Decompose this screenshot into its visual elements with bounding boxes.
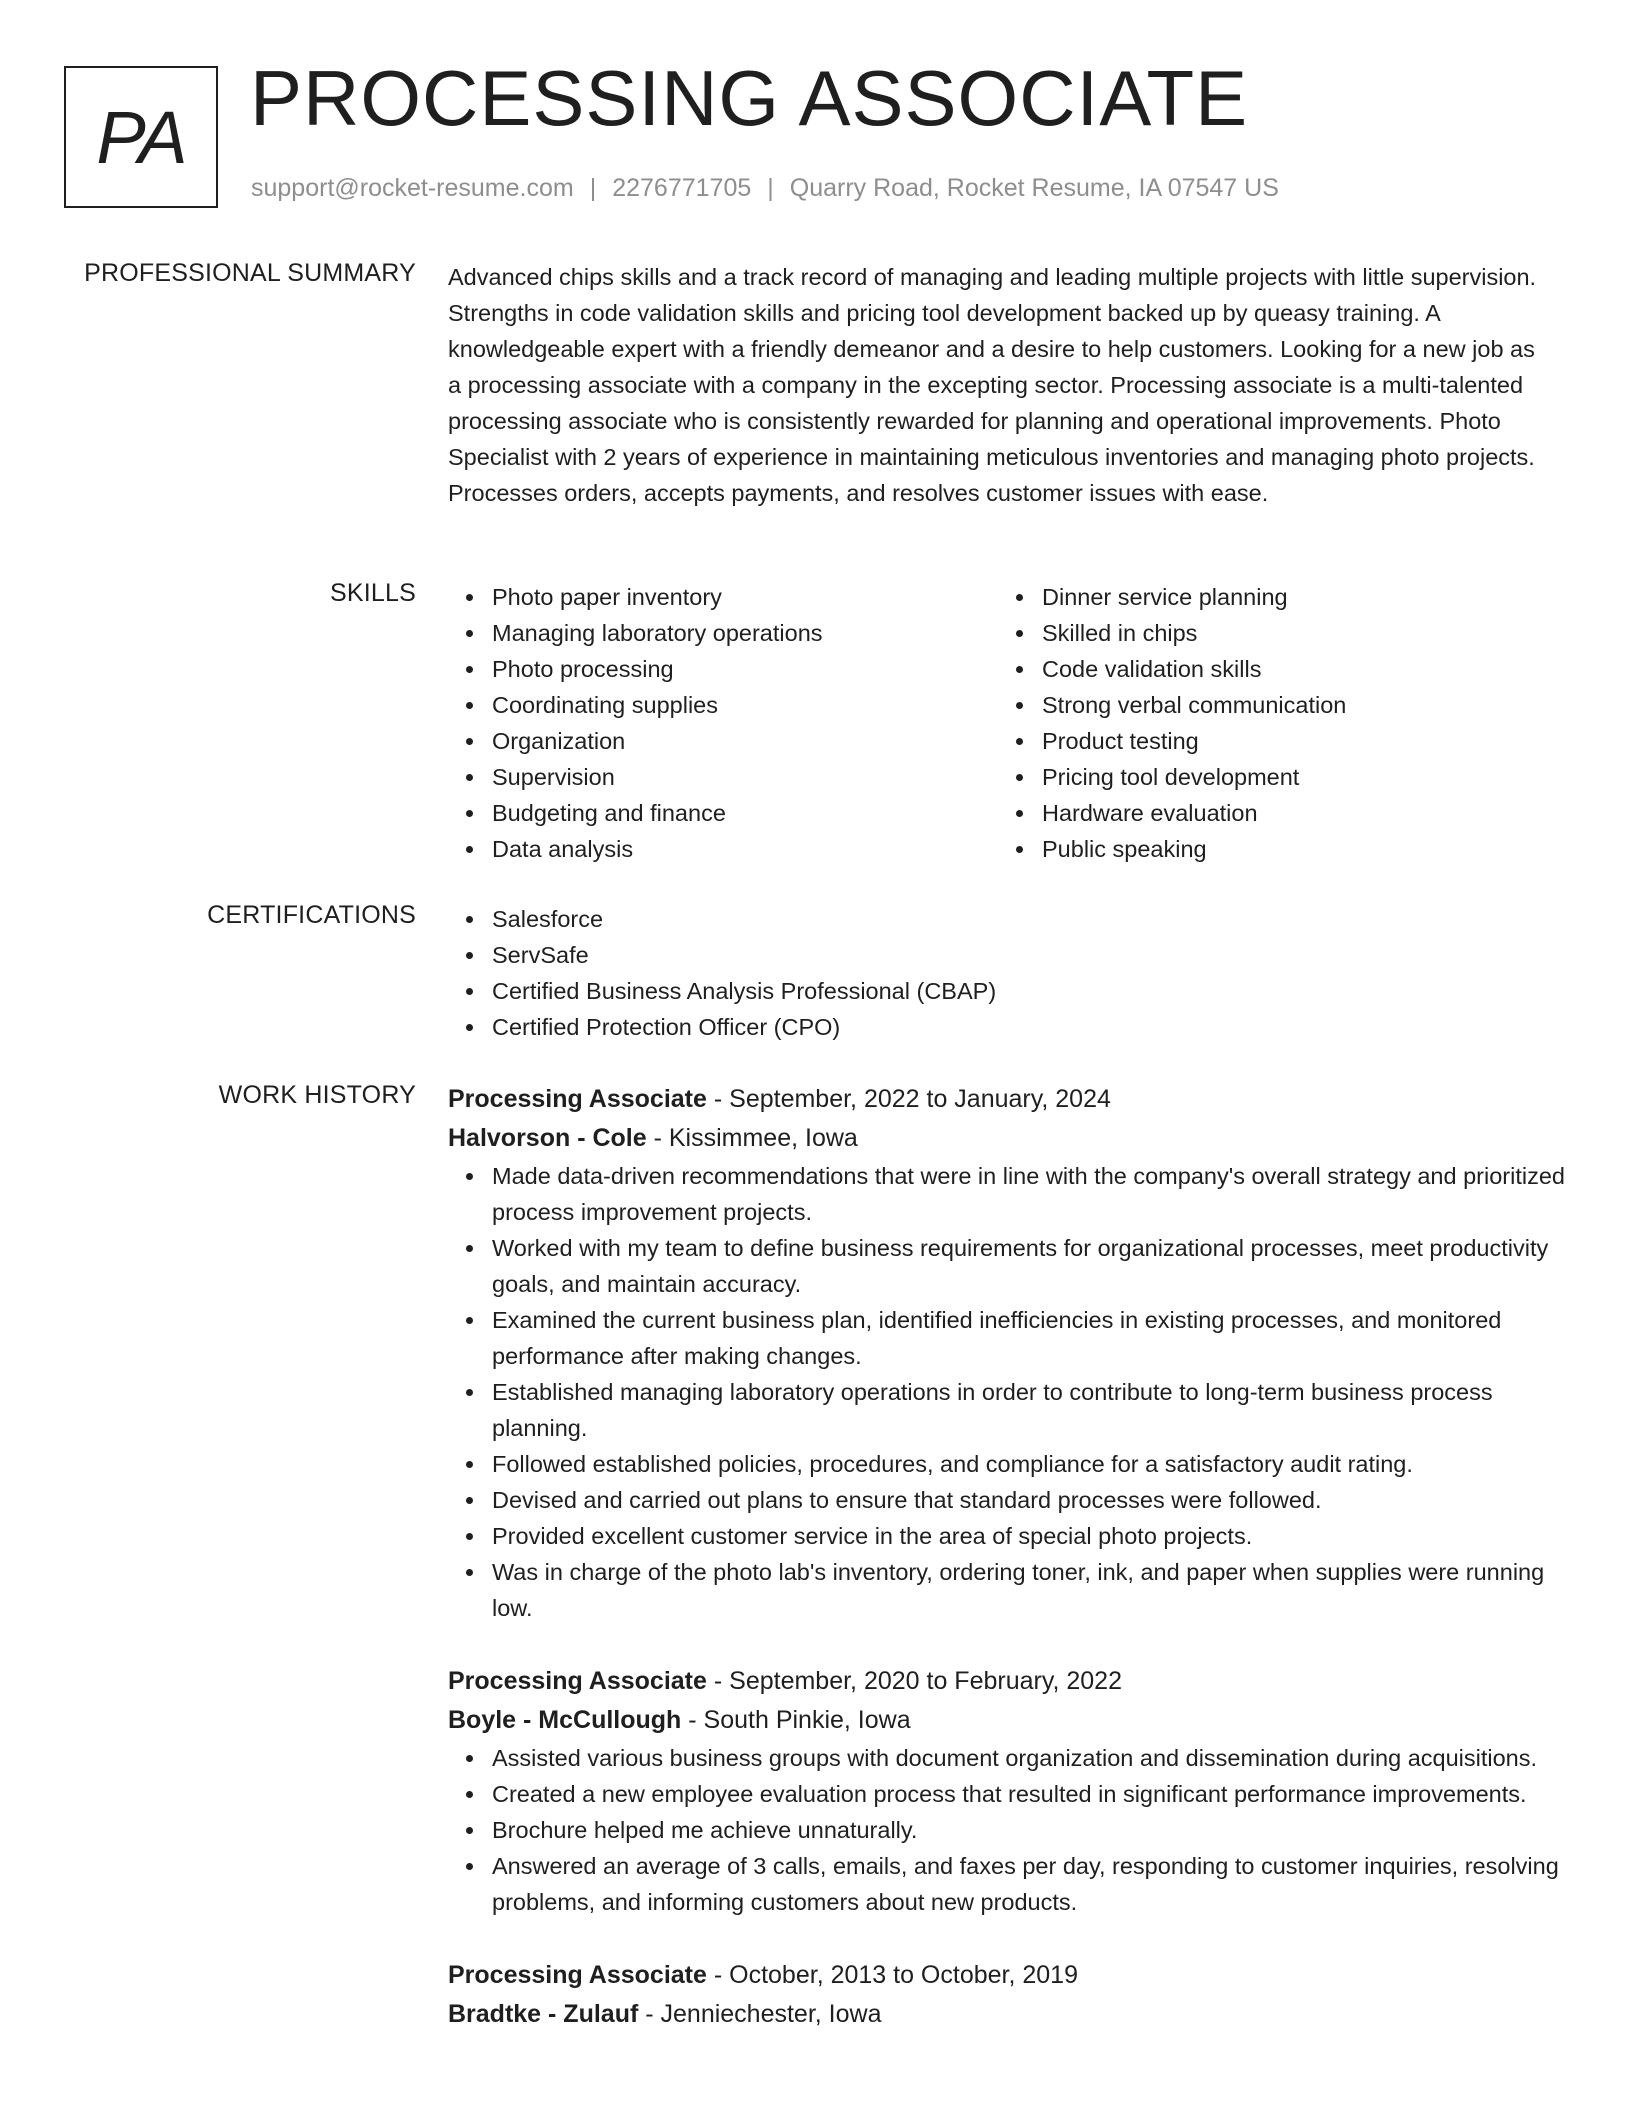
job-dates: - September, 2020 to February, 2022 bbox=[706, 1667, 1122, 1695]
job-duties-list bbox=[448, 1158, 1568, 1626]
job-entry bbox=[448, 1956, 1568, 2034]
job-title-line bbox=[448, 1956, 1568, 1995]
job-title-line bbox=[448, 1662, 1568, 1701]
job-dates: - October, 2013 to October, 2019 bbox=[706, 1961, 1078, 1989]
job-company: Boyle - McCullough bbox=[448, 1706, 682, 1734]
skill-item: Strong verbal communication bbox=[1042, 687, 1346, 723]
contact-phone[interactable]: 2276771705 bbox=[612, 174, 752, 202]
contact-separator: | bbox=[767, 174, 774, 202]
skills-list-left bbox=[448, 579, 998, 867]
skill-item: Photo processing bbox=[492, 651, 998, 687]
skill-item: Supervision bbox=[492, 759, 998, 795]
certification-item: Salesforce bbox=[492, 901, 1568, 937]
contact-email[interactable]: support@rocket-resume.com bbox=[251, 174, 574, 202]
certification-item: ServSafe bbox=[492, 937, 1568, 973]
section-label-summary: PROFESSIONAL SUMMARY bbox=[84, 259, 416, 287]
skill-item: Organization bbox=[492, 723, 998, 759]
section-label-work-history: WORK HISTORY bbox=[218, 1081, 416, 1109]
certifications-body bbox=[448, 901, 1568, 1045]
job-duties-list bbox=[448, 1740, 1568, 1920]
job-duty-item: Provided excellent customer service in the area of special photo projects. bbox=[492, 1518, 1568, 1554]
job-company: Halvorson - Cole bbox=[448, 1124, 647, 1152]
job-company: Bradtke - Zulauf bbox=[448, 2000, 639, 2028]
skill-item: Photo paper inventory bbox=[492, 579, 998, 615]
skill-item: Code validation skills bbox=[1042, 651, 1346, 687]
job-location: - Jenniechester, Iowa bbox=[638, 2000, 882, 2028]
summary-text: Advanced chips skills and a track record of managing and leading multiple projects with little supervision. Strengths in code validation skills and pricing tool development backed up by queasy training. A knowledgeable expert with a friendly demeanor and a desire to help customers. Looking for a new job as a processing associate with a company in the excepting sector. Processing associate is a multi-talented processing associate who is consistently rewarded for planning and operational improvements. Photo Specialist with 2 years of experience in maintaining meticulous inventories and managing photo projects. Processes orders, accepts payments, and resolves customer issues with ease. bbox=[448, 264, 1537, 506]
job-duty-item: Worked with my team to define business requirements for organizational processes, meet productivity goals, and maintain accuracy. bbox=[492, 1230, 1568, 1302]
job-location: - South Pinkie, Iowa bbox=[681, 1706, 911, 1734]
skill-item: Public speaking bbox=[1042, 831, 1346, 867]
job-company-line bbox=[448, 1701, 1568, 1740]
job-duty-item: Created a new employee evaluation process that resulted in significant performance improvements. bbox=[492, 1776, 1568, 1812]
job-title: Processing Associate bbox=[448, 1961, 707, 1989]
job-title-line bbox=[448, 1080, 1568, 1119]
job-company-line bbox=[448, 1119, 1568, 1158]
job-location: - Kissimmee, Iowa bbox=[646, 1124, 858, 1152]
resume-name: PROCESSING ASSOCIATE bbox=[250, 54, 1249, 142]
job-duty-item: Assisted various business groups with document organization and dissemination during acquisitions. bbox=[492, 1740, 1568, 1776]
monogram-initials: PA bbox=[96, 95, 186, 179]
job-company-line bbox=[448, 1995, 1568, 2034]
skill-item: Pricing tool development bbox=[1042, 759, 1346, 795]
job-duty-item: Established managing laboratory operations in order to contribute to long-term business process planning. bbox=[492, 1374, 1568, 1446]
skill-item: Managing laboratory operations bbox=[492, 615, 998, 651]
work-history-body bbox=[448, 1080, 1568, 2034]
skills-list-right bbox=[998, 579, 1346, 867]
skill-item: Hardware evaluation bbox=[1042, 795, 1346, 831]
job-duty-item: Brochure helped me achieve unnaturally. bbox=[492, 1812, 1568, 1848]
skill-item: Data analysis bbox=[492, 831, 998, 867]
certifications-list bbox=[448, 901, 1568, 1045]
section-label-skills: SKILLS bbox=[330, 579, 416, 607]
contact-separator: | bbox=[589, 174, 597, 202]
job-duty-item: Was in charge of the photo lab's inventory, ordering toner, ink, and paper when supplies were running low. bbox=[492, 1554, 1568, 1626]
contact-line bbox=[251, 174, 1279, 203]
section-label-certifications: CERTIFICATIONS bbox=[207, 901, 416, 929]
job-entry bbox=[448, 1662, 1568, 1920]
contact-address: Quarry Road, Rocket Resume, IA 07547 US bbox=[789, 174, 1279, 202]
certification-item: Certified Business Analysis Professional (CBAP) bbox=[492, 973, 1568, 1009]
skill-item: Budgeting and finance bbox=[492, 795, 998, 831]
skill-item: Coordinating supplies bbox=[492, 687, 998, 723]
job-duty-item: Devised and carried out plans to ensure that standard processes were followed. bbox=[492, 1482, 1568, 1518]
job-title: Processing Associate bbox=[448, 1085, 707, 1113]
job-duty-item: Made data-driven recommendations that were in line with the company's overall strategy and prioritized process improvement projects. bbox=[492, 1158, 1568, 1230]
certification-item: Certified Protection Officer (CPO) bbox=[492, 1009, 1568, 1045]
job-duty-item: Answered an average of 3 calls, emails, and faxes per day, responding to customer inquiries, resolving problems, and informing customers about new products. bbox=[492, 1848, 1568, 1920]
job-entry bbox=[448, 1080, 1568, 1626]
job-duty-item: Followed established policies, procedures, and compliance for a satisfactory audit rating. bbox=[492, 1446, 1568, 1482]
skill-item: Product testing bbox=[1042, 723, 1346, 759]
job-dates: - September, 2022 to January, 2024 bbox=[706, 1085, 1111, 1113]
monogram-badge bbox=[64, 66, 218, 208]
skill-item: Skilled in chips bbox=[1042, 615, 1346, 651]
job-title: Processing Associate bbox=[448, 1667, 707, 1695]
job-duty-item: Examined the current business plan, identified inefficiencies in existing processes, and monitored performance after making changes. bbox=[492, 1302, 1568, 1374]
skills-body bbox=[448, 579, 1568, 867]
skill-item: Dinner service planning bbox=[1042, 579, 1346, 615]
